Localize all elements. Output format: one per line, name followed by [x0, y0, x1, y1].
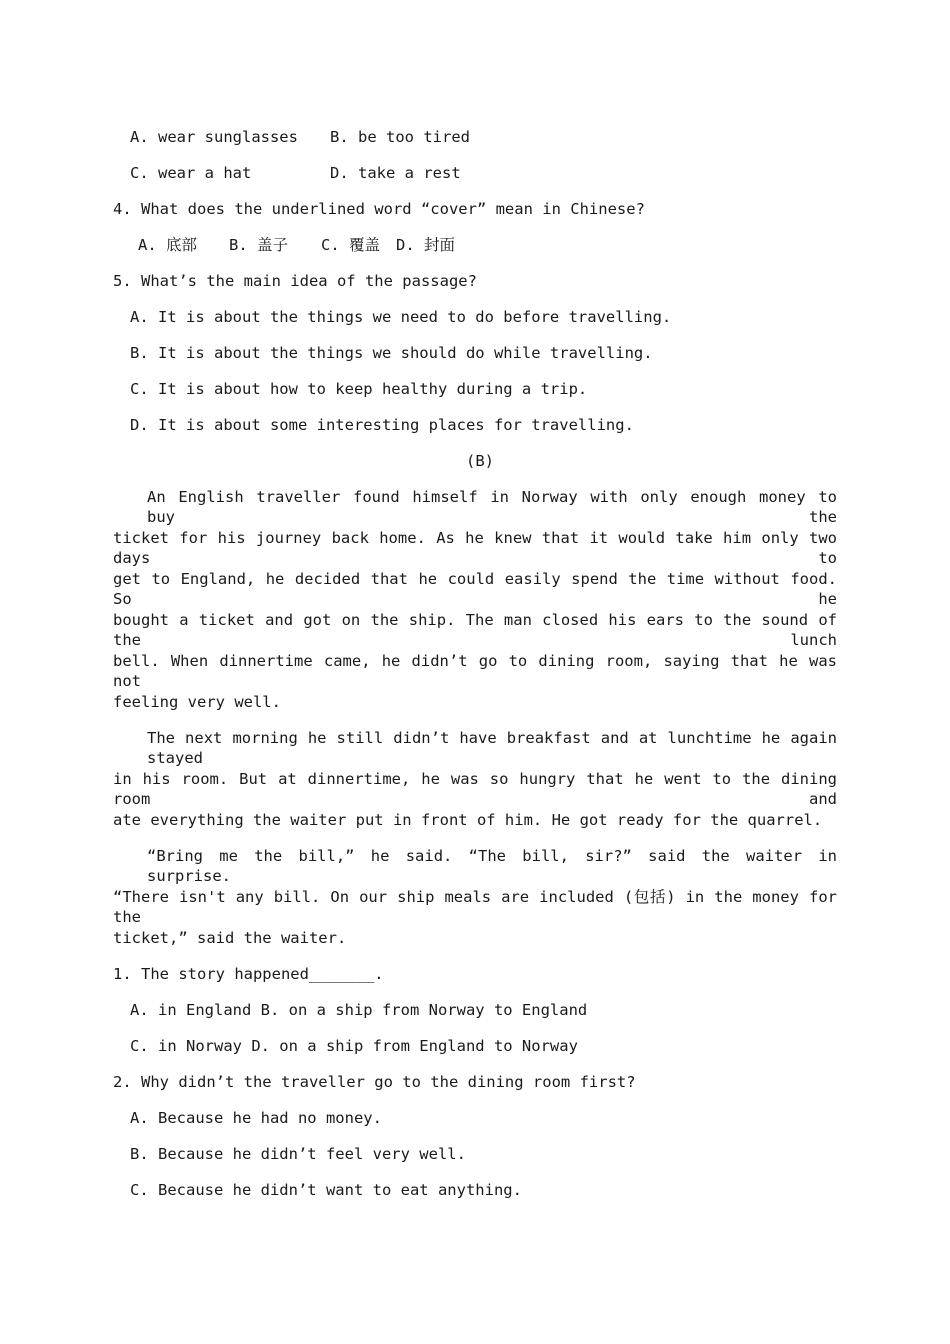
passage-p1-line4: bought a ticket and got on the ship. The man closed his ears to the sound of the lunch — [113, 611, 837, 649]
section-heading: (B) — [466, 452, 494, 470]
b-q2-option-c: C. Because he didn’t want to eat anything. — [130, 1181, 522, 1199]
passage-p2-line3: ate everything the waiter put in front of him. He got ready for the quarrel. — [113, 811, 823, 829]
passage-p3-line2: “There isn't any bill. On our ship meals are included (包括) in the money for the — [113, 888, 837, 926]
passage-p1-line5: bell. When dinnertime came, he didn’t go to dining room, saying that he was not — [113, 652, 837, 690]
b-question-1: 1. The story happened_______. — [113, 965, 384, 983]
passage-p3-line1: “Bring me the bill,” he said. “The bill, sir?” said the waiter in surprise. — [147, 847, 837, 885]
q5-option-a: A. It is about the things we need to do before travelling. — [130, 308, 672, 326]
passage-p1-line2: ticket for his journey back home. As he knew that it would take him only two days to — [113, 529, 837, 567]
q4-option-a: A. 底部 — [138, 236, 197, 254]
b-q2-option-b: B. Because he didn’t feel very well. — [130, 1145, 466, 1163]
question-5: 5. What’s the main idea of the passage? — [113, 272, 477, 290]
q4-option-d: D. 封面 — [396, 236, 455, 254]
q5-option-d: D. It is about some interesting places for travelling. — [130, 416, 634, 434]
question-4: 4. What does the underlined word “cover” mean in Chinese? — [113, 200, 645, 218]
q5-option-b: B. It is about the things we should do while travelling. — [130, 344, 653, 362]
option-a-row1: A. wear sunglasses — [130, 128, 298, 146]
b-q2-option-a: A. Because he had no money. — [130, 1109, 382, 1127]
b-question-2: 2. Why didn’t the traveller go to the dining room first? — [113, 1073, 636, 1091]
passage-p1-line6: feeling very well. — [113, 693, 281, 711]
passage-p1-line1: An English traveller found himself in Norway with only enough money to buy the — [147, 488, 837, 526]
q4-option-b: B. 盖子 — [229, 236, 288, 254]
passage-p2-line2: in his room. But at dinnertime, he was so hungry that he went to the dining room and — [113, 770, 837, 808]
option-b-row1: B. be too tired — [330, 128, 470, 146]
passage-p2-line1: The next morning he still didn’t have breakfast and at lunchtime he again stayed — [147, 729, 837, 767]
passage-p1-line3: get to England, he decided that he could easily spend the time without food. So he — [113, 570, 837, 608]
b-q1-options-row1: A. in England B. on a ship from Norway to England — [130, 1001, 588, 1019]
option-c-row2: C. wear a hat — [130, 164, 252, 182]
b-q1-options-row2: C. in Norway D. on a ship from England to Norway — [130, 1037, 578, 1055]
option-d-row2: D. take a rest — [330, 164, 461, 182]
q4-option-c: C. 覆盖 — [321, 236, 380, 254]
passage-p3-line3: ticket,” said the waiter. — [113, 929, 347, 947]
q5-option-c: C. It is about how to keep healthy during a trip. — [130, 380, 588, 398]
